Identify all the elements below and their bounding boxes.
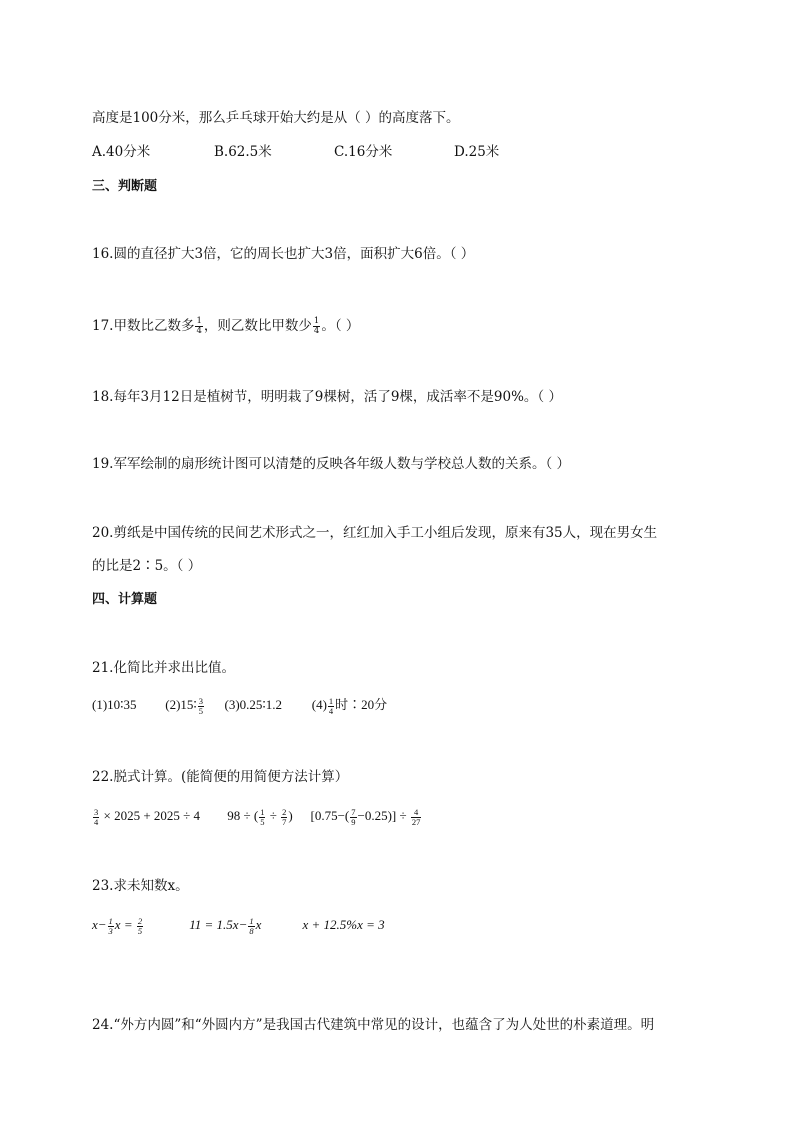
q23-equation-1: x− $\frac{1}{3}$ x = $\frac{2}{5}$ [92, 915, 143, 936]
q22-expression-2: 98 ÷ ( $\frac{1}{5}$ ÷ $\frac{2}{7}$ ) [227, 806, 293, 827]
question-23-title: 23.求未知数x。 [92, 878, 189, 894]
question-24: 24.“外方内圆”和“外圆内方”是我国古代建筑中常见的设计，也蕴含了为人处世的朴素道理。明 [92, 1017, 655, 1033]
q22-expression-1: $\frac{3}{4}$ × 2025 + 2025 ÷ 4 [94, 806, 201, 827]
q17-text-b: ，则乙数比甲数少 [203, 318, 312, 334]
option-a: A.40分米 [92, 144, 151, 160]
question-21-items [92, 695, 387, 716]
q17-fraction-2: $\frac{1}{4}$ [313, 316, 320, 336]
q17-fraction-1: $\frac{1}{4}$ [196, 316, 202, 336]
q21-item-2: (2)15∶ $\frac{3}{5}$ [165, 695, 204, 716]
question-16: 16.圆的直径扩大3倍，它的周长也扩大3倍，面积扩大6倍。（ ） [92, 246, 475, 262]
question-15-options [92, 142, 499, 162]
option-b: B.62.5米 [214, 144, 272, 160]
question-17 [92, 316, 359, 336]
question-23-items [92, 915, 385, 936]
q22-expression-3: [0.75−( $\frac{7}{9}$ −0.25)] ÷ $\frac{4}{27}$ [310, 806, 421, 827]
option-d: D.25米 [454, 144, 500, 160]
q17-text-c: 。（ ） [321, 318, 360, 334]
question-22-items [92, 806, 422, 827]
question-20-line-1: 20.剪纸是中国传统的民间艺术形式之一，红红加入手工小组后发现，原来有35人，现在男女生 [92, 525, 658, 541]
section-4-title: 四、计算题 [92, 592, 158, 607]
question-19: 19.军军绘制的扇形统计图可以清楚的反映各年级人数与学校总人数的关系。（ ） [92, 456, 571, 472]
section-3-title: 三、判断题 [92, 179, 158, 194]
q21-item-4: (4) $\frac{1}{4}$ 时∶20分 [311, 695, 388, 716]
q17-text-a: 17.甲数比乙数多 [92, 318, 195, 334]
option-c: C.16分米 [334, 144, 393, 160]
q21-item-3: (3)0.25∶1.2 [224, 697, 283, 712]
q23-equation-2: 11 = 1.5x− $\frac{1}{8}$ x [189, 915, 262, 936]
q23-equation-3: x + 12.5%x = 3 [302, 917, 385, 932]
question-21-title: 21.化简比并求出比值。 [92, 660, 235, 676]
question-20-line-2: 的比是2∶5。（ ） [92, 558, 202, 574]
question-15-tail: 高度是100分米，那么乒乓球开始大约是从（ ）的高度落下。 [92, 110, 460, 126]
question-18: 18.每年3月12日是植树节，明明栽了9棵树，活了9棵，成活率不是90%。（ ） [92, 389, 562, 405]
q21-item-1: (1)10∶35 [92, 697, 137, 712]
question-22-title: 22.脱式计算。(能简便的用简便方法计算） [92, 769, 349, 785]
